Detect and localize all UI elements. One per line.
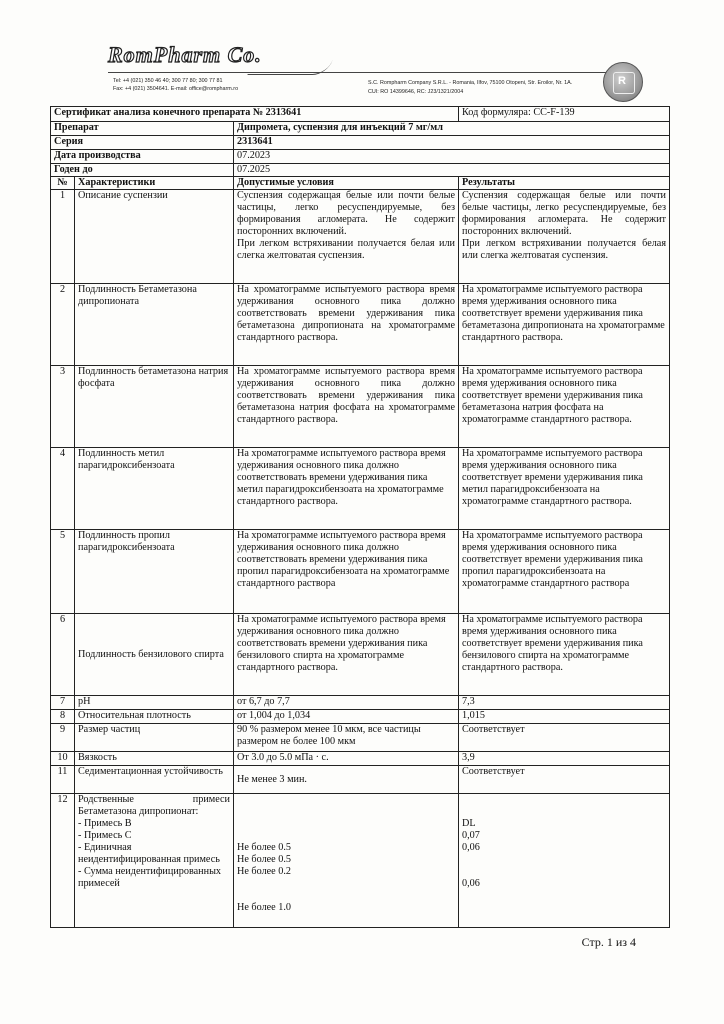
row-characteristic: Вязкость: [75, 752, 234, 766]
col-header-criteria: Допустимые условия: [234, 177, 459, 190]
logo-text: RomPharm Co.: [108, 42, 262, 67]
expiry-date-value: 07.2025: [234, 164, 670, 177]
table-row: [51, 696, 670, 710]
row-result: 3,9: [459, 752, 670, 766]
impurity-result: 0,06: [462, 842, 480, 853]
row-criteria: На хроматограмме испытуемого раствора время удерживания основного пика должно соответствовать времени удерживания пика метил парагидроксибензоата на хроматограмме стандартного раствора.: [234, 448, 459, 530]
series-value: 2313641: [234, 136, 670, 150]
table-row: [51, 766, 670, 794]
row-characteristic: Подлинность Бетаметазона дипропионата: [75, 284, 234, 366]
impurity-criteria: Не более 0.5: [237, 842, 291, 853]
criteria-text: Суспензия содержащая белые или почти белые частицы, легко ресуспендируемые, без формирования агломерата. Не содержит посторонних включений.: [237, 190, 456, 237]
table-row: [51, 614, 670, 696]
expiry-date-label: Годен до: [51, 164, 234, 177]
row-characteristic: Описание суспензии: [75, 190, 234, 284]
impurity-name: - Сумма неидентифицированных примесей: [78, 866, 222, 889]
impurity-result: 0,06: [462, 878, 480, 889]
row-result: На хроматограмме испытуемого раствора время удерживания основного пика соответствует времени удерживания пика бетаметазона натрия фосфата на хроматограмме стандартного раствора.: [459, 366, 670, 448]
production-date-label: Дата производства: [51, 150, 234, 164]
header-rule: [108, 72, 608, 73]
contact-info: [113, 77, 238, 93]
product-label: Препарат: [51, 122, 234, 136]
impurity-result: 0,07: [462, 830, 480, 841]
row-characteristic: [75, 794, 234, 928]
production-date-value: 07.2023: [234, 150, 670, 164]
row-number: 12: [51, 794, 75, 928]
quality-seal-icon: R: [603, 62, 643, 102]
table-row: [51, 710, 670, 724]
table-row: [51, 752, 670, 766]
col-header-result: Результаты: [459, 177, 670, 190]
table-row: [51, 794, 670, 928]
row-number: 10: [51, 752, 75, 766]
row-result: [459, 794, 670, 928]
row-characteristic: Подлинность бензилового спирта: [75, 614, 234, 696]
row-number: 4: [51, 448, 75, 530]
row-criteria: От 3.0 до 5.0 мПа · с.: [234, 752, 459, 766]
row-number: 1: [51, 190, 75, 284]
table-row: [51, 724, 670, 752]
impurity-criteria: Не более 1.0: [237, 902, 291, 913]
result-text-extra: При легком встряхивании получается белая или слегка желтоватая суспензия.: [462, 238, 667, 261]
table-row: [51, 284, 670, 366]
row-result: На хроматограмме испытуемого раствора время удерживания основного пика соответствует времени удерживания пика бетаметазона дипропионата на хроматограмме стандартного раствора.: [459, 284, 670, 366]
impurity-result: DL: [462, 818, 476, 829]
impurities-heading: Родственные примеси Бетаметазона дипропионат:: [78, 794, 230, 817]
row-characteristic: Седиментационная устойчивость: [75, 766, 234, 794]
col-header-num: №: [51, 177, 75, 190]
row-result: Соответствует: [459, 724, 670, 752]
row-result: [459, 190, 670, 284]
impurity-name: - Примесь B: [78, 818, 132, 829]
row-result: На хроматограмме испытуемого раствора время удерживания основного пика соответствует времени удерживания пика пропил парагидроксибензоата на хроматограмме стандартного раствора: [459, 530, 670, 614]
impurity-name: - Примесь C: [78, 830, 132, 841]
impurity-criteria: Не более 0.2: [237, 866, 291, 877]
row-result: 7,3: [459, 696, 670, 710]
row-number: 9: [51, 724, 75, 752]
contact-fax-email: Fax: +4 (021) 3504641. E-mail: office@rompharm.ro: [113, 86, 239, 92]
row-criteria: На хроматограмме испытуемого раствора время удерживания основного пика должно соответствовать времени удерживания пика пропил парагидроксибензоата на хроматограмме стандартного раствора: [234, 530, 459, 614]
row-criteria: На хроматограмме испытуемого раствора время удерживания основного пика должно соответствовать времени удерживания пика бетаметазона натрия фосфата на хроматограмме стандартного раствора.: [234, 366, 459, 448]
col-header-characteristic: Характеристики: [75, 177, 234, 190]
table-row: [51, 448, 670, 530]
company-info: [368, 79, 572, 97]
row-characteristic: pH: [75, 696, 234, 710]
row-number: 6: [51, 614, 75, 696]
table-row: [51, 530, 670, 614]
impurity-name: - Единичная неидентифицированная примесь: [78, 842, 220, 865]
criteria-text-extra: При легком встряхивании получается белая или слегка желтоватая суспензия.: [237, 238, 456, 261]
company-address: S.C. Rompharm Company S.R.L. - Romania, Ilfov, 75100 Otopeni, Str. Eroilor, Nr. 1A.: [368, 80, 573, 86]
row-criteria: На хроматограмме испытуемого раствора время удерживания основного пика должно соответствовать времени удерживания пика бензилового спирта на хроматограмме стандартного раствора.: [234, 614, 459, 696]
row-criteria: 90 % размером менее 10 мкм, все частицы размером не более 100 мкм: [234, 724, 459, 752]
row-number: 11: [51, 766, 75, 794]
row-criteria: Не менее 3 мин.: [234, 766, 459, 794]
row-result: Соответствует: [459, 766, 670, 794]
row-characteristic: Подлинность пропил парагидроксибензоата: [75, 530, 234, 614]
row-result: На хроматограмме испытуемого раствора время удерживания основного пика соответствует времени удерживания пика метил парагидроксибензоата на хроматограмме стандартного раствора.: [459, 448, 670, 530]
letterhead: [0, 0, 724, 104]
row-result: 1,015: [459, 710, 670, 724]
row-characteristic: Подлинность бетаметазона натрия фосфата: [75, 366, 234, 448]
row-criteria: от 6,7 до 7,7: [234, 696, 459, 710]
column-header-row: [51, 177, 670, 190]
row-number: 3: [51, 366, 75, 448]
table-row: [51, 366, 670, 448]
result-text: Суспензия содержащая белые или почти белые частицы, легко ресуспендируемые, без формирования агломерата. Не содержит посторонних включений.: [462, 190, 667, 237]
row-number: 8: [51, 710, 75, 724]
page-number: Стр. 1 из 4: [581, 935, 636, 949]
table-row: [51, 190, 670, 284]
certificate-table: [50, 106, 670, 928]
row-criteria: [234, 190, 459, 284]
row-result: На хроматограмме испытуемого раствора время удерживания основного пика соответствует времени удерживания пика бензилового спирта на хроматограмме стандартного раствора.: [459, 614, 670, 696]
contact-phone: Tel: +4 (021) 350 46 40; 300 77 80; 300 77 81: [113, 78, 223, 84]
row-criteria: от 1,004 до 1,034: [234, 710, 459, 724]
row-number: 7: [51, 696, 75, 710]
row-number: 2: [51, 284, 75, 366]
row-number: 5: [51, 530, 75, 614]
row-criteria: [234, 794, 459, 928]
series-label: Серия: [51, 136, 234, 150]
row-characteristic: Размер частиц: [75, 724, 234, 752]
row-characteristic: Относительная плотность: [75, 710, 234, 724]
row-characteristic: Подлинность метил парагидроксибензоата: [75, 448, 234, 530]
impurity-criteria: Не более 0.5: [237, 854, 291, 865]
company-registration: CUI: RO 14399646, RC: J23/1321/2004: [368, 89, 464, 95]
certificate-title: Сертификат анализа конечного препарата № 2313641: [51, 107, 459, 122]
formulary-code: Код формуляра: CC-F-139: [459, 107, 670, 122]
row-criteria: На хроматограмме испытуемого раствора время удерживания основного пика должно соответствовать времени удерживания пика бетаметазона дипропионата на хроматограмме стандартного раствора.: [234, 284, 459, 366]
product-value: Дипромета, суспензия для инъекций 7 мг/мл: [234, 122, 670, 136]
